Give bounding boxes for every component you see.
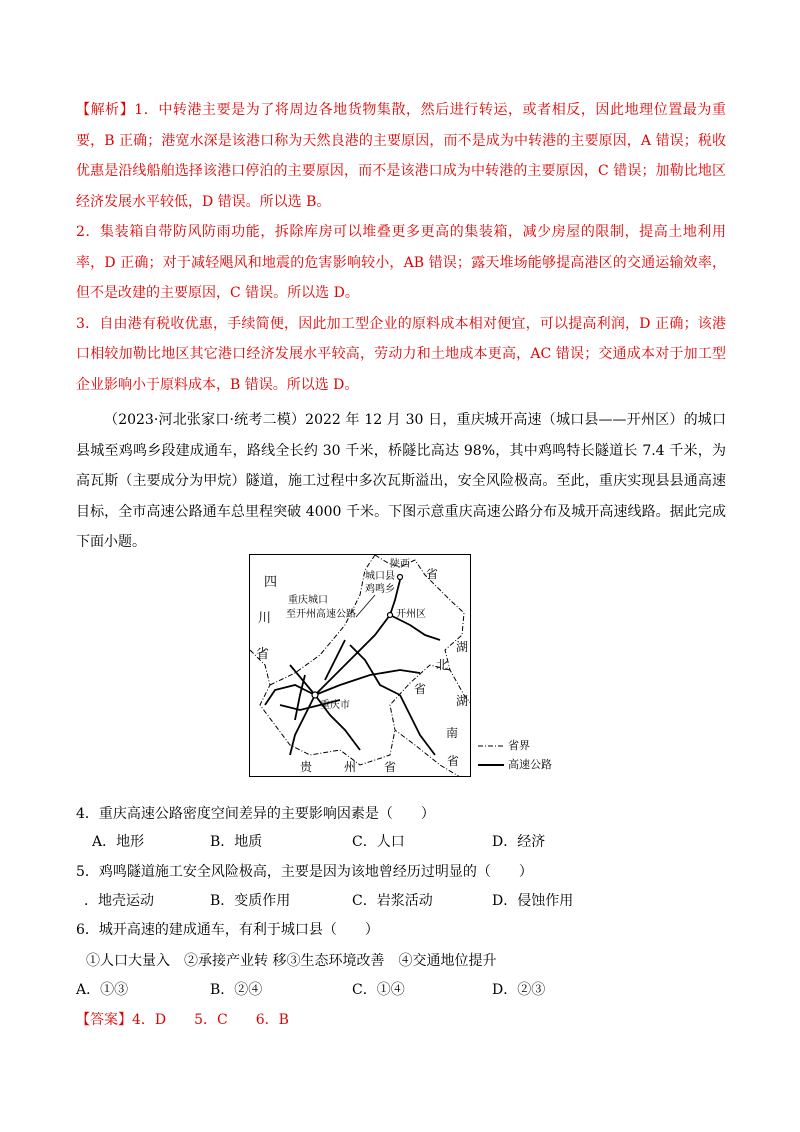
label-sheng-north: 省 bbox=[426, 567, 439, 581]
label-nan: 南 bbox=[446, 726, 459, 740]
label-bei: 北 bbox=[436, 658, 449, 672]
q6-option-b[interactable]: B．②④ bbox=[210, 982, 263, 998]
label-hu2: 湖 bbox=[456, 694, 469, 708]
label-si: 四 bbox=[264, 575, 278, 590]
label-highway-line1: 重庆城口 bbox=[288, 595, 328, 606]
label-chengkou: 城口县 bbox=[365, 571, 395, 582]
label-highway-line2: 至开州高速公路 bbox=[286, 609, 356, 620]
legend-highway-label: 高速公路 bbox=[508, 758, 552, 771]
q5-option-c[interactable]: C．岩浆活动 bbox=[352, 893, 433, 909]
legend-border-label: 省界 bbox=[508, 739, 530, 752]
question-5-stem: 5．鸡鸣隧道施工安全风险极高，主要是因为该地曾经历过明显的（ ） bbox=[76, 864, 533, 880]
q6-option-c[interactable]: C．①④ bbox=[352, 982, 405, 998]
label-sheng-east: 省 bbox=[414, 682, 427, 696]
label-chongqing: 重庆市 bbox=[320, 700, 350, 711]
label-gui: 贵 bbox=[300, 760, 313, 774]
q6-option-a[interactable]: A．①③ bbox=[76, 982, 129, 998]
analysis-paragraph-2: 2．集装箱自带防风防雨功能，拆除库房可以堆叠更多更高的集装箱，减少房屋的限制，提高土地利用率，D 正确；对于减轻飓风和地震的危害影响较小，AB 错误；露天堆场能够提高港区的交通运输效率，但不是改建的主要原因，C 错误。所以选 D。 bbox=[76, 224, 726, 301]
question-6-stem: 6．城开高速的建成通车，有利于城口县（ ） bbox=[76, 922, 379, 938]
q5-option-b[interactable]: B．变质作用 bbox=[210, 893, 291, 909]
q5-option-a[interactable]: ．地壳运动 bbox=[84, 893, 154, 909]
label-sheng-west: 省 bbox=[256, 647, 270, 662]
kaizhou-marker bbox=[388, 613, 393, 618]
question-passage: （2023·河北张家口·统考二模）2022 年 12 月 30 日，重庆城开高速（城口县——开州区）的城口县城至鸡鸣乡段建成通车，路线全长约 30 千米，桥隧比高达 98%，其中鸡鸣特长隧道长 7.4 千米，为高瓦斯（主要成分为甲烷）隧道，施工过程中多次瓦斯溢出，安全风险极高。至此，重庆实现县县通高速目标，全市高速公路通车总里程突破 4000 千米。下图示意重庆高速公路分布及城开高速线路。据此完成下面小题。 bbox=[76, 412, 726, 550]
label-shaanxi: 陕西 bbox=[390, 559, 410, 570]
answer-tag: 【答案】 bbox=[76, 1012, 132, 1028]
q4-option-a[interactable]: A．地形 bbox=[92, 834, 145, 850]
chengkou-marker bbox=[398, 575, 403, 580]
label-zhou: 州 bbox=[344, 760, 357, 774]
q4-option-b[interactable]: B．地质 bbox=[210, 834, 263, 850]
q4-option-c[interactable]: C．人口 bbox=[352, 834, 405, 850]
question-4-stem: 4．重庆高速公路密度空间差异的主要影响因素是（ ） bbox=[76, 806, 435, 822]
label-chuan: 川 bbox=[258, 611, 272, 626]
answer-text: 4．D 5．C 6．B bbox=[132, 1012, 289, 1028]
q6-option-d[interactable]: D．②③ bbox=[492, 982, 546, 998]
label-sheng-southeast: 省 bbox=[447, 754, 460, 768]
analysis-tag: 【解析】 bbox=[76, 102, 135, 118]
analysis-paragraph-1: 【解析】1．中转港主要是为了将周边各地货物集散，然后进行转运，或者相反，因此地理位置最为重要，B 正确；港宽水深是该港口称为天然良港的主要原因，而不是成为中转港的主要原因，A 错误；税收优惠是沿线船舶选择该港口停泊的主要原因，而不是该港口成为中转港的主要原因，C 错误；加勒比地区经济发展水平较低，D 错误。所以选 B。 bbox=[76, 102, 726, 210]
q6-items: ①人口大量入 ②承接产业转 移③生态环境改善 ④交通地位提升 bbox=[86, 953, 497, 969]
q5-option-d[interactable]: D．侵蚀作用 bbox=[492, 893, 574, 909]
legend-symbols bbox=[476, 738, 506, 772]
label-hu1: 湖 bbox=[456, 640, 469, 654]
q4-option-d[interactable]: D．经济 bbox=[492, 834, 546, 850]
chongqing-highway-map bbox=[249, 554, 471, 777]
answer-line bbox=[76, 1010, 289, 1030]
label-jiming: 鸡鸣乡 bbox=[365, 584, 395, 595]
analysis-block bbox=[76, 95, 726, 400]
chongqing-city-marker bbox=[312, 692, 318, 698]
label-sheng-south: 省 bbox=[384, 760, 397, 774]
label-kaizhou: 开州区 bbox=[396, 609, 426, 620]
analysis-paragraph-3: 3．自由港有税收优惠，手续简便，因此加工型企业的原料成本相对便宜，可以提高利润，D 正确；该港口相较加勒比地区其它港口经济发展水平较高，劳动力和土地成本更高，AC 错误；交通成本对于加工型企业影响小于原料成本，B 错误。所以选 D。 bbox=[76, 315, 726, 393]
